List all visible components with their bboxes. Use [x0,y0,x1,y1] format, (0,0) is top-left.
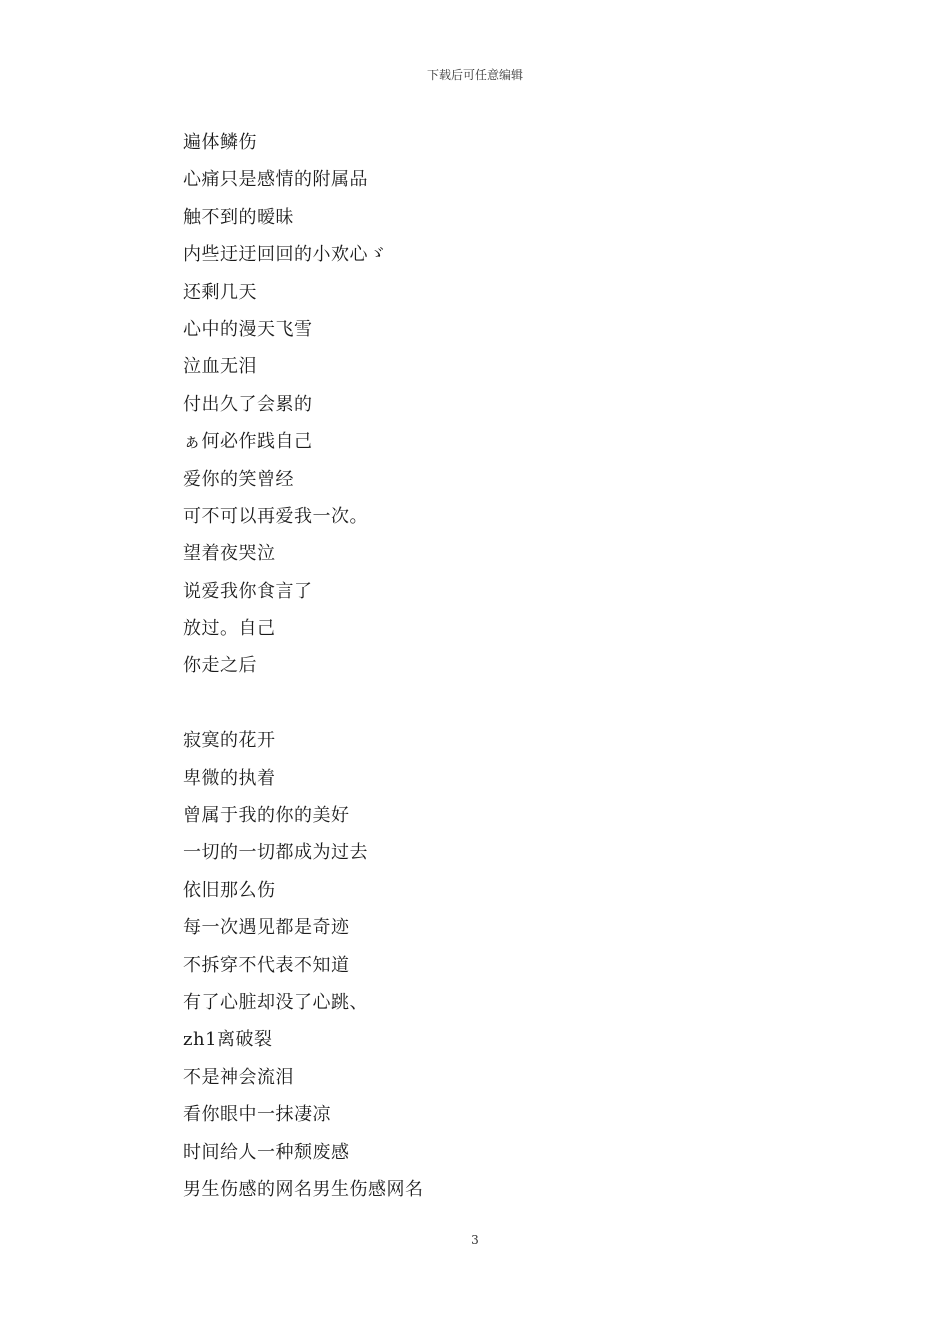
list-item: 不是神会流泪 [183,1066,294,1088]
list-item: 可不可以再爱我一次。 [183,505,368,527]
list-item: 付出久了会累的 [183,393,313,415]
list-item: 心中的漫天飞雪 [183,318,313,340]
list-item: 说爱我你食言了 [183,580,313,602]
list-item: ぁ何必作践自己 [183,431,313,453]
list-item: 不拆穿不代表不知道 [183,954,350,976]
list-item: 有了心脏却没了心跳、 [183,991,368,1013]
list-item: 内些迂迂回回的小欢心ゞ [183,244,387,266]
list-item: 望着夜哭泣 [183,543,276,565]
list-item: 一切的一切都成为过去 [183,842,368,864]
list-item: 卑微的执着 [183,767,276,789]
list-item: 放过。自己 [183,618,276,640]
name-list-section-1 [183,124,783,685]
list-item: 遍体鳞伤 [183,132,257,153]
list-item: 你走之后 [183,655,257,677]
document-body [183,124,783,1208]
list-item: 泣血无泪 [183,356,257,378]
list-item: 每一次遇见都是奇迹 [183,917,350,939]
list-item: 男生伤感的网名男生伤感网名 [183,1178,424,1200]
section-spacer [183,685,783,722]
name-list-section-2 [183,722,783,1208]
list-item: 触不到的暧昧 [183,206,294,228]
list-item: 时间给人一种颓废感 [183,1141,350,1163]
list-item: 依旧那么伤 [183,879,276,901]
list-item: 心痛只是感情的附属品 [183,169,368,191]
page-header: 下载后可任意编辑 [426,68,523,82]
list-item: 看你眼中一抹凄凉 [183,1104,331,1126]
list-item: zh1离破裂 [183,1029,273,1051]
page-number: 3 [471,1233,479,1247]
list-item: 曾属于我的你的美好 [183,805,350,827]
list-item: 爱你的笑曾经 [183,468,294,490]
list-item: 还剩几天 [183,281,257,303]
list-item: 寂寞的花开 [183,730,276,752]
